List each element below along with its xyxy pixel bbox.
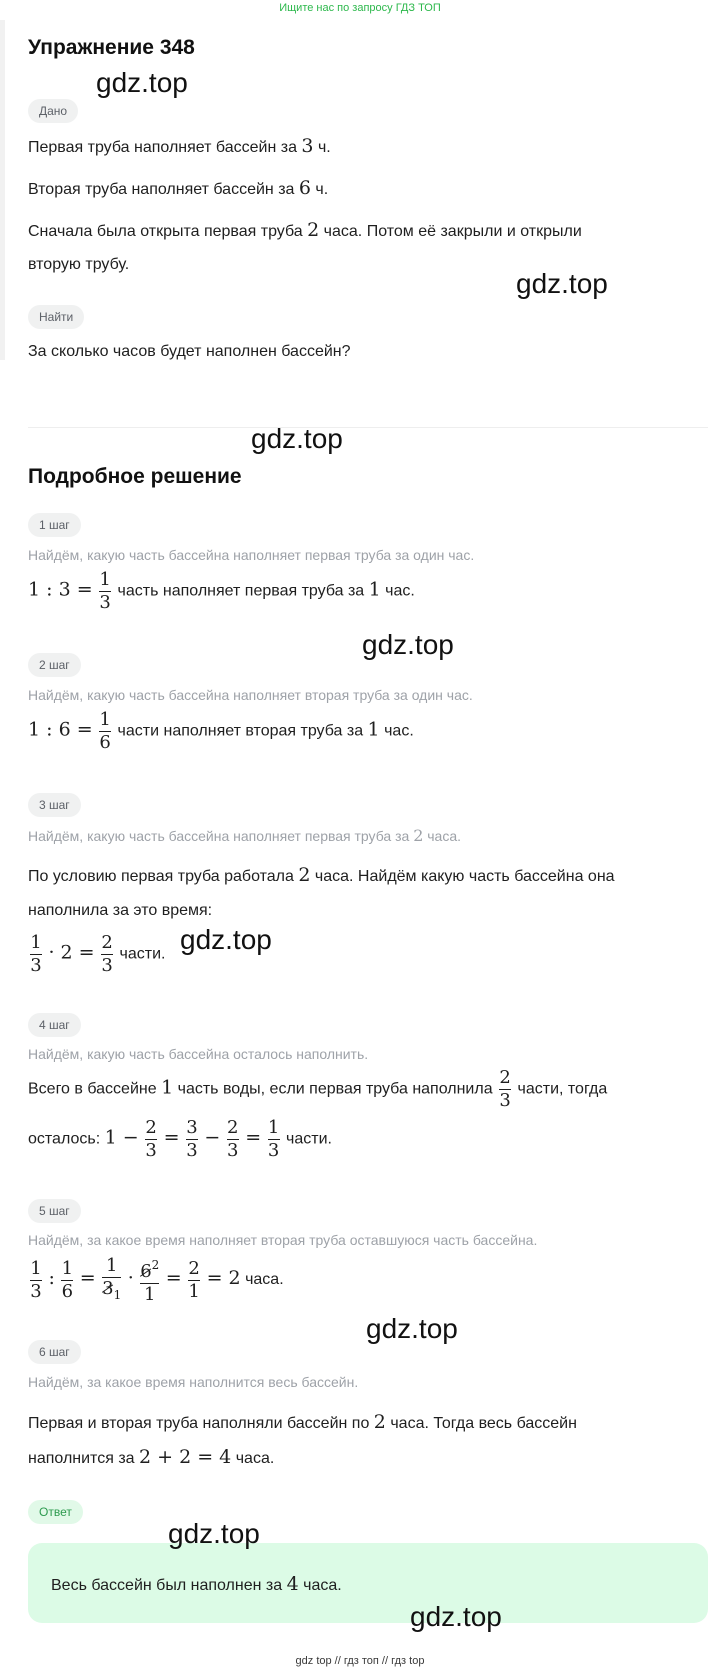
watermark: gdz.top bbox=[366, 1313, 458, 1344]
step-6-badge: 6 шаг bbox=[28, 1340, 81, 1364]
find-text: За сколько часов будет наполнен бассейн? bbox=[28, 343, 351, 360]
watermark: gdz.top bbox=[180, 924, 272, 955]
answer-badge: Ответ bbox=[28, 1500, 83, 1524]
step-3-expression: $\frac{1}{3}$ · 2 = $\frac{2}{3}$ части. bbox=[30, 932, 166, 976]
exercise-title: Упражнение 348 bbox=[28, 36, 195, 59]
step-5-badge: 5 шаг bbox=[28, 1199, 81, 1223]
step-2-expression: 1 : 6 = $\frac{1}{6}$ части наполняет вторая труба за 1 час. bbox=[28, 709, 414, 753]
watermark: gdz.top bbox=[168, 1518, 260, 1549]
step-2-badge: 2 шаг bbox=[28, 653, 81, 677]
watermark: gdz.top bbox=[362, 629, 454, 660]
top-note[interactable]: Ищите нас по запросу ГДЗ ТОП bbox=[279, 2, 441, 14]
step-4-line-1: Всего в бассейне 1 часть воды, если первая труба наполнила $\frac{2}{3}$ части, тогда bbox=[28, 1067, 608, 1111]
given-line-2: Вторая труба наполняет бассейн за 6 ч. bbox=[28, 177, 329, 199]
given-line-4: вторую трубу. bbox=[28, 256, 130, 273]
step-1-expression: 1 : 3 = $\frac{1}{3}$ часть наполняет первая труба за 1 час. bbox=[28, 569, 415, 613]
watermark: gdz.top bbox=[251, 423, 343, 454]
step-6-hint: Найдём, за какое время наполнится весь бассейн. bbox=[28, 1374, 359, 1390]
step-6-line-1: Первая и вторая труба наполняли бассейн по 2 часа. Тогда весь бассейн bbox=[28, 1411, 577, 1433]
watermark: gdz.top bbox=[410, 1601, 502, 1632]
step-3-badge: 3 шаг bbox=[28, 793, 81, 817]
find-badge: Найти bbox=[28, 305, 84, 329]
given-line-1: Первая труба наполняет бассейн за 3 ч. bbox=[28, 135, 331, 157]
footer-links[interactable]: gdz top // гдз топ // гдз top bbox=[295, 1655, 425, 1667]
step-5-hint: Найдём, за какое время наполняет вторая труба оставшуюся часть бассейна. bbox=[28, 1232, 538, 1248]
left-accent-bar bbox=[0, 20, 5, 360]
step-1-hint: Найдём, какую часть бассейна наполняет первая труба за один час. bbox=[28, 547, 475, 563]
section-divider bbox=[28, 427, 708, 428]
watermark: gdz.top bbox=[516, 268, 608, 299]
step-4-line-2: осталось: 1 − $\frac{2}{3}$ = $\frac{3}{3}$ − $\frac{2}{3}$ = $\frac{1}{3}$ части. bbox=[28, 1117, 332, 1161]
step-6-line-2: наполнится за 2 + 2 = 4 часа. bbox=[28, 1446, 275, 1468]
step-4-badge: 4 шаг bbox=[28, 1013, 81, 1037]
step-2-hint: Найдём, какую часть бассейна наполняет вторая труба за один час. bbox=[28, 687, 473, 703]
answer-box bbox=[28, 1543, 708, 1623]
step-3-hint: Найдём, какую часть бассейна наполняет первая труба за 2 часа. bbox=[28, 826, 462, 845]
watermark: gdz.top bbox=[96, 67, 188, 98]
step-4-hint: Найдём, какую часть бассейна осталось наполнить. bbox=[28, 1046, 369, 1062]
step-3-line-2: наполнила за это время: bbox=[28, 902, 213, 919]
step-1-badge: 1 шаг bbox=[28, 513, 81, 537]
step-5-expression: $\frac{1}{3}$ : $\frac{1}{6}$ = $\frac{1}{3_1}$ · $\frac{6^2}{1}$ = $\frac{2}{1}$ = 2 часа. bbox=[30, 1254, 284, 1305]
step-3-line-1: По условию первая труба работала 2 часа. Найдём какую часть бассейна она bbox=[28, 864, 615, 886]
answer-text: Весь бассейн был наполнен за 4 часа. bbox=[51, 1573, 342, 1595]
given-line-3: Сначала была открыта первая труба 2 часа. Потом её закрыли и открыли bbox=[28, 219, 582, 241]
given-badge: Дано bbox=[28, 99, 78, 123]
solution-title: Подробное решение bbox=[28, 465, 242, 488]
